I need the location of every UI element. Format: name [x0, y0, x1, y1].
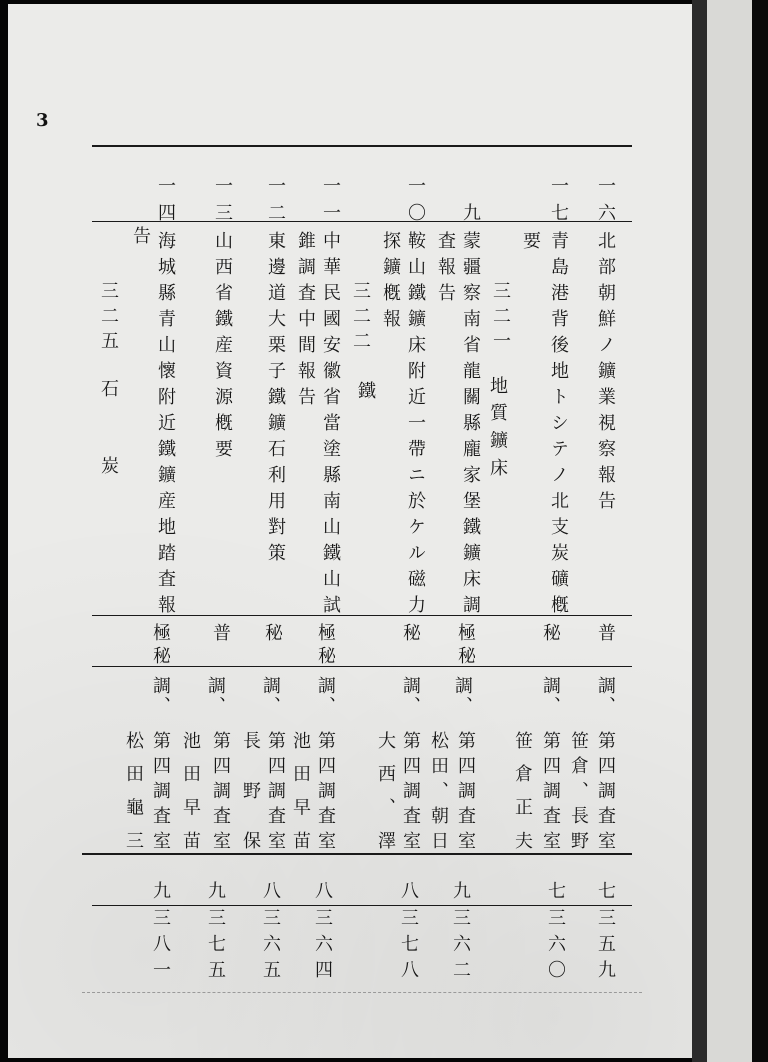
- section-number: 三二一: [490, 281, 511, 356]
- entry-title: 青島港背後地トシテノ北支炭礦槪: [548, 231, 569, 621]
- entry-classification: 普: [595, 623, 616, 646]
- scan-border: [752, 0, 768, 1062]
- entry-dept: 調、: [205, 676, 226, 716]
- table-rule-code: [92, 905, 632, 906]
- entry-classification: 秘: [262, 623, 283, 646]
- entry-code-top: 九: [205, 881, 226, 899]
- entry-code-top: 八: [398, 881, 419, 899]
- entry-authors: 笹倉、長野: [568, 731, 589, 849]
- entry-authors: 笹倉正夫: [512, 731, 533, 849]
- entry-dept: 調、: [452, 676, 473, 716]
- entry-authors: 松田龜三: [123, 731, 144, 849]
- entry-dept: 調、: [540, 676, 561, 716]
- entry-classification: 秘: [540, 623, 561, 646]
- binding-edge: [692, 0, 707, 1062]
- entry-title-continued: 要: [520, 231, 541, 257]
- entry-authors: 長野保: [240, 731, 261, 849]
- entry-classification: 普: [210, 623, 231, 646]
- section-name: 地質鑛床: [487, 376, 508, 476]
- entry-office: 第四調査室: [400, 731, 421, 856]
- entry-office: 第四調査室: [210, 731, 231, 856]
- entry-classification: 秘: [400, 623, 421, 646]
- entry-code-top: 八: [312, 881, 333, 899]
- page-number: 3: [36, 110, 49, 131]
- table-rule-class: [92, 666, 632, 667]
- entry-number: 一六: [595, 176, 616, 230]
- entry-code-bottom: 三六〇: [545, 908, 566, 986]
- entry-classification: 極秘: [150, 623, 171, 669]
- entry-office: 第四調査室: [540, 731, 561, 856]
- entry-authors: 松田、朝日: [428, 731, 449, 849]
- entry-number: 九: [460, 203, 481, 230]
- entry-title: 鞍山鐵鑛床附近一帶ニ於ケル磁力: [405, 231, 426, 621]
- section-name: 鐵: [355, 381, 376, 399]
- entry-number: 一一: [320, 176, 341, 230]
- entry-code-bottom: 三七八: [398, 908, 419, 986]
- entry-code-bottom: 三六五: [260, 908, 281, 986]
- entry-code-bottom: 三六二: [450, 908, 471, 986]
- section-number: 三二五: [98, 281, 119, 356]
- entry-dept: 調、: [150, 676, 171, 716]
- entry-code-top: 七: [545, 881, 566, 899]
- page-paper: [8, 4, 692, 1058]
- entry-authors: 池田早苗: [290, 731, 311, 849]
- entry-title-continued: 告: [130, 226, 151, 252]
- entry-dept: 調、: [595, 676, 616, 716]
- entry-number: 一三: [212, 176, 233, 230]
- entry-title: 山西省鐵産資源槪要: [212, 231, 233, 465]
- entry-title: 東邊道大栗子鐵鑛石利用對策: [265, 231, 286, 569]
- entry-code-top: 七: [595, 881, 616, 899]
- entry-code-bottom: 三七五: [205, 908, 226, 986]
- entry-authors: 池田早苗: [180, 731, 201, 849]
- section-number: 三二二: [350, 281, 371, 356]
- entry-code-bottom: 三八一: [150, 908, 171, 986]
- entry-authors: 大西、澤: [375, 731, 396, 849]
- entry-code-bottom: 三五九: [595, 908, 616, 986]
- entry-classification: 極秘: [455, 623, 476, 669]
- entry-classification: 極秘: [315, 623, 336, 669]
- entry-code-top: 八: [260, 881, 281, 899]
- entry-title-continued: 錐調査中間報告: [295, 231, 316, 413]
- entry-title-continued: 査報告: [435, 231, 456, 309]
- entry-office: 第四調査室: [150, 731, 171, 856]
- entry-office: 第四調査室: [455, 731, 476, 856]
- table-rule-bottom: [82, 992, 642, 993]
- section-name: 石炭: [98, 379, 119, 474]
- entry-office: 第四調査室: [265, 731, 286, 856]
- entry-title: 蒙疆察南省龍關縣龐家堡鐵鑛床調: [460, 231, 481, 621]
- entry-number: 一七: [548, 176, 569, 230]
- entry-office: 第四調査室: [315, 731, 336, 856]
- entry-title: 北部朝鮮ノ鑛業視察報告: [595, 231, 616, 517]
- entry-dept: 調、: [400, 676, 421, 716]
- entry-dept: 調、: [260, 676, 281, 716]
- entry-number: 一〇: [405, 176, 426, 230]
- entry-code-top: 九: [150, 881, 171, 899]
- entry-title: 海城縣青山懷附近鐵鑛産地踏査報: [155, 231, 176, 621]
- entry-code-top: 九: [450, 881, 471, 899]
- facing-page-edge: [707, 0, 752, 1062]
- entry-title-continued: 探鑛槪報: [380, 231, 401, 335]
- entry-number: 一二: [265, 176, 286, 230]
- table-rule-top: [92, 145, 632, 147]
- entry-office: 第四調査室: [595, 731, 616, 856]
- entry-title: 中華民國安徽省當塗縣南山鐵山試: [320, 231, 341, 621]
- entry-code-bottom: 三六四: [312, 908, 333, 986]
- entry-dept: 調、: [315, 676, 336, 716]
- entry-number: 一四: [155, 176, 176, 230]
